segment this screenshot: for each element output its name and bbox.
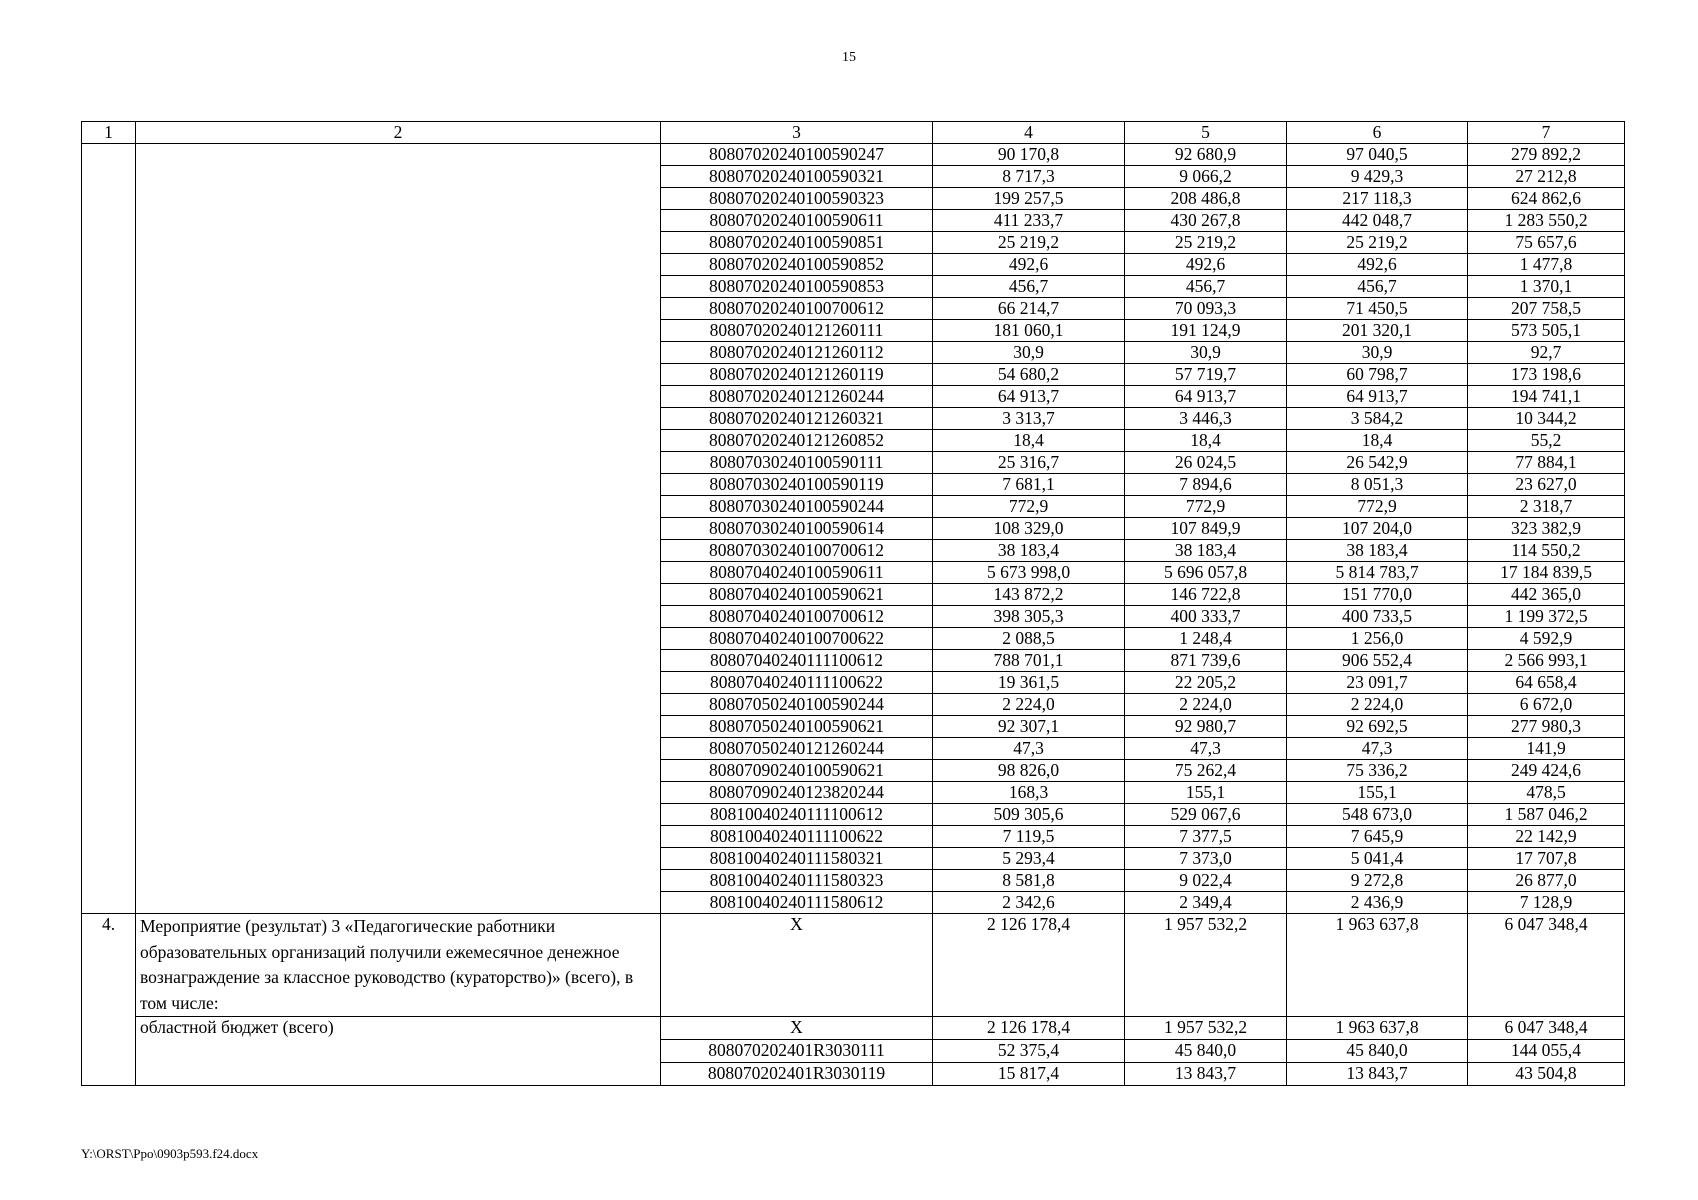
code-cell: 80807030240100590111	[661, 452, 933, 474]
value-cell: 64 913,7	[1125, 386, 1287, 408]
value-cell: 17 707,8	[1468, 848, 1625, 870]
value-cell: 70 093,3	[1125, 298, 1287, 320]
code-cell: 80807020240121260111	[661, 320, 933, 342]
value-cell: 92 980,7	[1125, 716, 1287, 738]
budget-row	[82, 1017, 1625, 1040]
value-cell: 7 645,9	[1287, 826, 1468, 848]
value-cell: 529 067,6	[1125, 804, 1287, 826]
value-cell: 3 446,3	[1125, 408, 1287, 430]
value-cell: 906 552,4	[1287, 650, 1468, 672]
value-cell: 38 183,4	[933, 540, 1125, 562]
value-cell: 8 717,3	[933, 166, 1125, 188]
code-cell: 80807020240100590852	[661, 254, 933, 276]
value-cell: 400 733,5	[1287, 606, 1468, 628]
code-cell: 80807020240121260244	[661, 386, 933, 408]
value-cell: 788 701,1	[933, 650, 1125, 672]
value-cell: 92,7	[1468, 342, 1625, 364]
code-cell: 80807030240100590244	[661, 496, 933, 518]
value-cell: 1 957 532,2	[1125, 914, 1287, 1017]
value-cell: 217 118,3	[1287, 188, 1468, 210]
value-cell: 18,4	[933, 430, 1125, 452]
value-cell: 54 680,2	[933, 364, 1125, 386]
value-cell: 509 305,6	[933, 804, 1125, 826]
value-cell: 30,9	[1287, 342, 1468, 364]
value-cell: 201 320,1	[1287, 320, 1468, 342]
code-cell: X	[661, 1017, 933, 1040]
empty-number-cell	[82, 144, 136, 914]
code-cell: 808070202401R3030119	[661, 1063, 933, 1086]
value-cell: 22 205,2	[1125, 672, 1287, 694]
value-cell: 5 293,4	[933, 848, 1125, 870]
header-cell: 1	[82, 122, 136, 144]
value-cell: 2 436,9	[1287, 892, 1468, 914]
code-cell: 80810040240111580612	[661, 892, 933, 914]
value-cell: 1 587 046,2	[1468, 804, 1625, 826]
value-cell: 194 741,1	[1468, 386, 1625, 408]
value-cell: 478,5	[1468, 782, 1625, 804]
item-4-row	[82, 914, 1625, 1017]
code-cell: 80807020240121260119	[661, 364, 933, 386]
empty-description-cell	[136, 144, 661, 914]
code-cell: 80807020240121260321	[661, 408, 933, 430]
value-cell: 19 361,5	[933, 672, 1125, 694]
code-cell: 80807040240100700622	[661, 628, 933, 650]
value-cell: 52 375,4	[933, 1040, 1125, 1063]
value-cell: 456,7	[933, 276, 1125, 298]
value-cell: 155,1	[1287, 782, 1468, 804]
value-cell: 1 477,8	[1468, 254, 1625, 276]
value-cell: 1 256,0	[1287, 628, 1468, 650]
value-cell: 5 696 057,8	[1125, 562, 1287, 584]
value-cell: 8 051,3	[1287, 474, 1468, 496]
value-cell: 548 673,0	[1287, 804, 1468, 826]
value-cell: 1 199 372,5	[1468, 606, 1625, 628]
value-cell: 2 088,5	[933, 628, 1125, 650]
value-cell: 277 980,3	[1468, 716, 1625, 738]
value-cell: 1 370,1	[1468, 276, 1625, 298]
value-cell: 71 450,5	[1287, 298, 1468, 320]
value-cell: 492,6	[1287, 254, 1468, 276]
header-cell: 6	[1287, 122, 1468, 144]
table-row	[82, 144, 1625, 166]
budget-table	[81, 121, 1625, 1086]
value-cell: 10 344,2	[1468, 408, 1625, 430]
value-cell: 23 091,7	[1287, 672, 1468, 694]
value-cell: 114 550,2	[1468, 540, 1625, 562]
code-cell: 80807020240121260852	[661, 430, 933, 452]
code-cell: 80807030240100590119	[661, 474, 933, 496]
value-cell: 47,3	[1287, 738, 1468, 760]
value-cell: 1 963 637,8	[1287, 1017, 1468, 1040]
value-cell: 772,9	[1125, 496, 1287, 518]
code-cell: 80810040240111580323	[661, 870, 933, 892]
value-cell: 492,6	[1125, 254, 1287, 276]
value-cell: 5 814 783,7	[1287, 562, 1468, 584]
header-cell: 7	[1468, 122, 1625, 144]
code-cell: 80807050240121260244	[661, 738, 933, 760]
code-cell: 80807040240111100622	[661, 672, 933, 694]
code-cell: 80807020240100590323	[661, 188, 933, 210]
budget-label-cell: областной бюджет (всего)	[136, 1017, 661, 1086]
code-cell: 80807020240100590853	[661, 276, 933, 298]
code-cell: 80807020240100590611	[661, 210, 933, 232]
value-cell: 57 719,7	[1125, 364, 1287, 386]
value-cell: 9 022,4	[1125, 870, 1287, 892]
value-cell: 2 126 178,4	[933, 914, 1125, 1017]
header-cell: 3	[661, 122, 933, 144]
value-cell: 64 658,4	[1468, 672, 1625, 694]
value-cell: 2 349,4	[1125, 892, 1287, 914]
value-cell: 141,9	[1468, 738, 1625, 760]
value-cell: 38 183,4	[1125, 540, 1287, 562]
value-cell: 45 840,0	[1287, 1040, 1468, 1063]
value-cell: 2 224,0	[1287, 694, 1468, 716]
value-cell: 3 313,7	[933, 408, 1125, 430]
code-cell: 80807040240111100612	[661, 650, 933, 672]
value-cell: 146 722,8	[1125, 584, 1287, 606]
code-cell: 80810040240111100612	[661, 804, 933, 826]
value-cell: 2 224,0	[1125, 694, 1287, 716]
code-cell: 80807020240100590321	[661, 166, 933, 188]
value-cell: 4 592,9	[1468, 628, 1625, 650]
value-cell: 7 681,1	[933, 474, 1125, 496]
value-cell: 66 214,7	[933, 298, 1125, 320]
value-cell: 8 581,8	[933, 870, 1125, 892]
value-cell: 7 119,5	[933, 826, 1125, 848]
value-cell: 6 672,0	[1468, 694, 1625, 716]
value-cell: 47,3	[1125, 738, 1287, 760]
value-cell: 207 758,5	[1468, 298, 1625, 320]
value-cell: 411 233,7	[933, 210, 1125, 232]
value-cell: 1 283 550,2	[1468, 210, 1625, 232]
value-cell: 27 212,8	[1468, 166, 1625, 188]
value-cell: 43 504,8	[1468, 1063, 1625, 1086]
value-cell: 45 840,0	[1125, 1040, 1287, 1063]
value-cell: 9 272,8	[1287, 870, 1468, 892]
value-cell: 191 124,9	[1125, 320, 1287, 342]
code-cell: 80807020240100700612	[661, 298, 933, 320]
value-cell: 26 024,5	[1125, 452, 1287, 474]
value-cell: 18,4	[1125, 430, 1287, 452]
header-cell: 2	[136, 122, 661, 144]
value-cell: 151 770,0	[1287, 584, 1468, 606]
code-cell: 808070202401R3030111	[661, 1040, 933, 1063]
value-cell: 92 680,9	[1125, 144, 1287, 166]
value-cell: 38 183,4	[1287, 540, 1468, 562]
value-cell: 1 963 637,8	[1287, 914, 1468, 1017]
value-cell: 6 047 348,4	[1468, 1017, 1625, 1040]
value-cell: 400 333,7	[1125, 606, 1287, 628]
value-cell: 624 862,6	[1468, 188, 1625, 210]
value-cell: 173 198,6	[1468, 364, 1625, 386]
value-cell: 5 041,4	[1287, 848, 1468, 870]
code-cell: 80807020240121260112	[661, 342, 933, 364]
value-cell: 18,4	[1287, 430, 1468, 452]
value-cell: 90 170,8	[933, 144, 1125, 166]
value-cell: 573 505,1	[1468, 320, 1625, 342]
code-cell: 80807050240100590621	[661, 716, 933, 738]
value-cell: 2 318,7	[1468, 496, 1625, 518]
code-cell: 80807090240100590621	[661, 760, 933, 782]
code-cell: 80807050240100590244	[661, 694, 933, 716]
value-cell: 26 877,0	[1468, 870, 1625, 892]
value-cell: 430 267,8	[1125, 210, 1287, 232]
value-cell: 9 066,2	[1125, 166, 1287, 188]
value-cell: 7 894,6	[1125, 474, 1287, 496]
value-cell: 25 219,2	[1125, 232, 1287, 254]
value-cell: 75 262,4	[1125, 760, 1287, 782]
value-cell: 13 843,7	[1287, 1063, 1468, 1086]
value-cell: 47,3	[933, 738, 1125, 760]
header-row	[82, 122, 1625, 144]
value-cell: 64 913,7	[933, 386, 1125, 408]
value-cell: 15 817,4	[933, 1063, 1125, 1086]
code-cell: 80810040240111100622	[661, 826, 933, 848]
value-cell: 2 126 178,4	[933, 1017, 1125, 1040]
code-cell: 80807030240100700612	[661, 540, 933, 562]
value-cell: 442 048,7	[1287, 210, 1468, 232]
value-cell: 199 257,5	[933, 188, 1125, 210]
code-cell: 80807040240100700612	[661, 606, 933, 628]
value-cell: 108 329,0	[933, 518, 1125, 540]
value-cell: 144 055,4	[1468, 1040, 1625, 1063]
code-cell: 80807020240100590247	[661, 144, 933, 166]
value-cell: 30,9	[1125, 342, 1287, 364]
value-cell: 13 843,7	[1125, 1063, 1287, 1086]
value-cell: 97 040,5	[1287, 144, 1468, 166]
footer-file-path: Y:\ORST\Ppo\0903p593.f24.docx	[81, 1146, 259, 1161]
value-cell: 23 627,0	[1468, 474, 1625, 496]
value-cell: 55,2	[1468, 430, 1625, 452]
value-cell: 279 892,2	[1468, 144, 1625, 166]
value-cell: 456,7	[1125, 276, 1287, 298]
value-cell: 1 957 532,2	[1125, 1017, 1287, 1040]
value-cell: 77 884,1	[1468, 452, 1625, 474]
value-cell: 75 657,6	[1468, 232, 1625, 254]
value-cell: 75 336,2	[1287, 760, 1468, 782]
value-cell: 3 584,2	[1287, 408, 1468, 430]
value-cell: 5 673 998,0	[933, 562, 1125, 584]
value-cell: 6 047 348,4	[1468, 914, 1625, 1017]
value-cell: 772,9	[933, 496, 1125, 518]
value-cell: 155,1	[1125, 782, 1287, 804]
value-cell: 143 872,2	[933, 584, 1125, 606]
value-cell: 26 542,9	[1287, 452, 1468, 474]
code-cell: X	[661, 914, 933, 1017]
value-cell: 492,6	[933, 254, 1125, 276]
code-cell: 80807040240100590611	[661, 562, 933, 584]
value-cell: 9 429,3	[1287, 166, 1468, 188]
value-cell: 25 316,7	[933, 452, 1125, 474]
value-cell: 92 692,5	[1287, 716, 1468, 738]
header-cell: 4	[933, 122, 1125, 144]
value-cell: 772,9	[1287, 496, 1468, 518]
code-cell: 80807020240100590851	[661, 232, 933, 254]
value-cell: 2 566 993,1	[1468, 650, 1625, 672]
value-cell: 7 128,9	[1468, 892, 1625, 914]
value-cell: 2 224,0	[933, 694, 1125, 716]
item-number-cell: 4.	[82, 914, 136, 1086]
value-cell: 7 373,0	[1125, 848, 1287, 870]
value-cell: 17 184 839,5	[1468, 562, 1625, 584]
value-cell: 25 219,2	[933, 232, 1125, 254]
value-cell: 92 307,1	[933, 716, 1125, 738]
value-cell: 25 219,2	[1287, 232, 1468, 254]
value-cell: 30,9	[933, 342, 1125, 364]
value-cell: 7 377,5	[1125, 826, 1287, 848]
value-cell: 181 060,1	[933, 320, 1125, 342]
value-cell: 323 382,9	[1468, 518, 1625, 540]
value-cell: 442 365,0	[1468, 584, 1625, 606]
value-cell: 456,7	[1287, 276, 1468, 298]
value-cell: 60 798,7	[1287, 364, 1468, 386]
code-cell: 80810040240111580321	[661, 848, 933, 870]
value-cell: 1 248,4	[1125, 628, 1287, 650]
value-cell: 22 142,9	[1468, 826, 1625, 848]
value-cell: 398 305,3	[933, 606, 1125, 628]
code-cell: 80807090240123820244	[661, 782, 933, 804]
page-number: 15	[842, 50, 856, 65]
value-cell: 168,3	[933, 782, 1125, 804]
value-cell: 98 826,0	[933, 760, 1125, 782]
code-cell: 80807040240100590621	[661, 584, 933, 606]
item-description-cell: Мероприятие (результат) 3 «Педагогические работники образовательных организаций получили ежемесячное денежное вознаграждение за классное руководство (кураторство)» (всего), в том числе:	[136, 914, 661, 1017]
header-cell: 5	[1125, 122, 1287, 144]
code-cell: 80807030240100590614	[661, 518, 933, 540]
value-cell: 107 204,0	[1287, 518, 1468, 540]
value-cell: 208 486,8	[1125, 188, 1287, 210]
value-cell: 64 913,7	[1287, 386, 1468, 408]
value-cell: 249 424,6	[1468, 760, 1625, 782]
value-cell: 107 849,9	[1125, 518, 1287, 540]
value-cell: 871 739,6	[1125, 650, 1287, 672]
value-cell: 2 342,6	[933, 892, 1125, 914]
